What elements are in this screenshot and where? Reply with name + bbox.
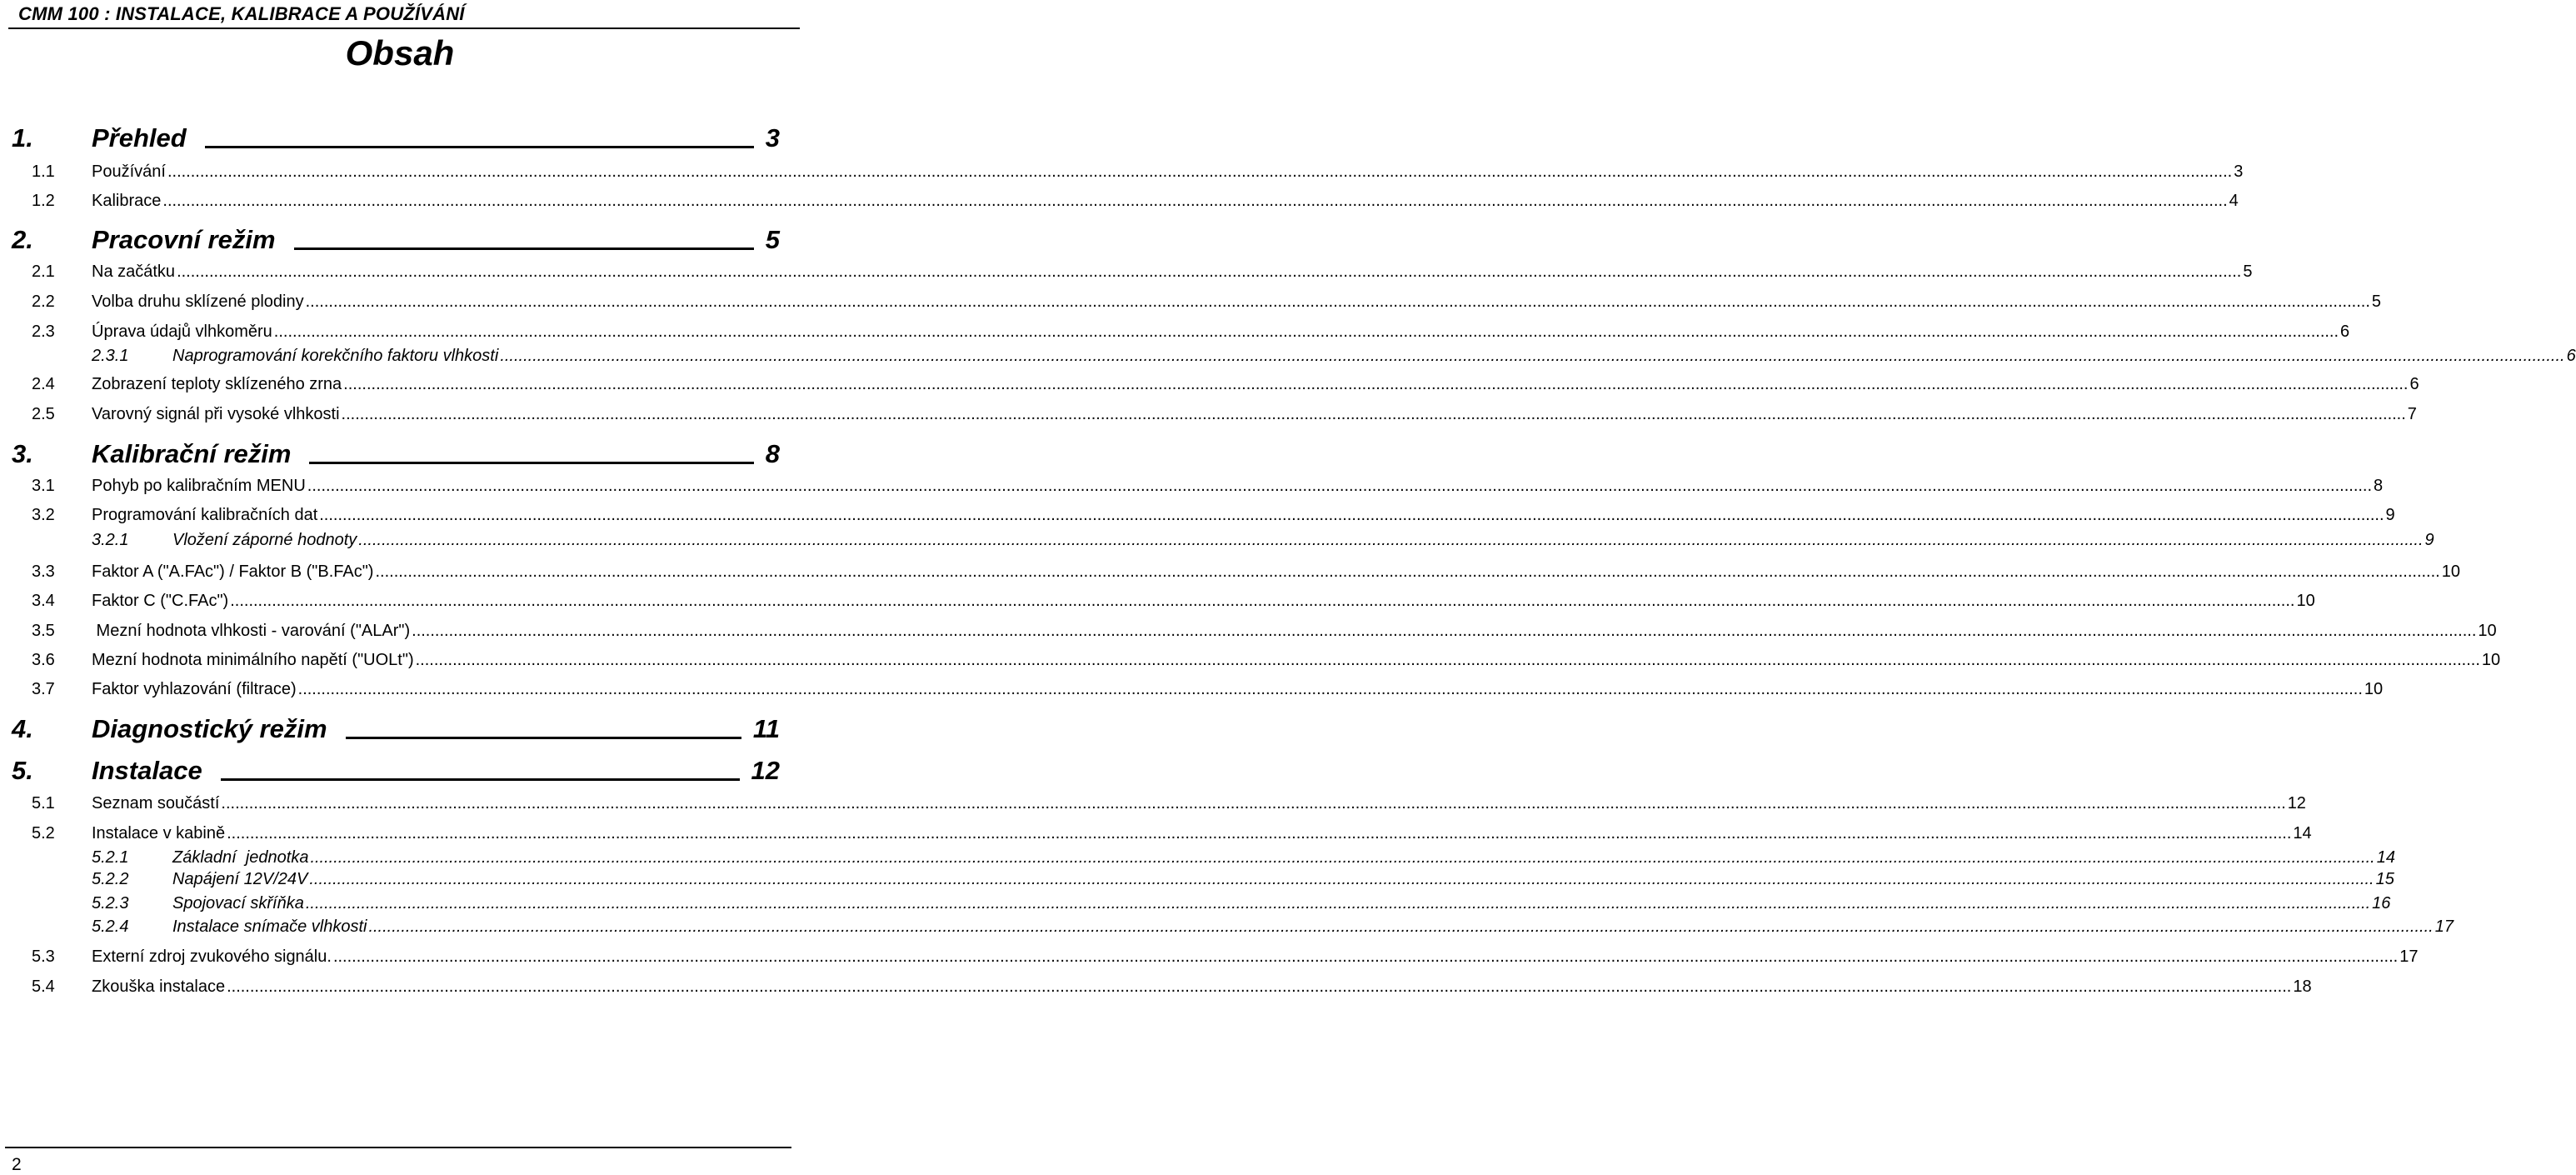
toc-entry-page: 7 <box>2407 405 2417 423</box>
toc-entry-title: Faktor vyhlazování (filtrace) <box>92 680 297 698</box>
toc-entry-title: Instalace <box>92 756 202 785</box>
toc-entry-page: 10 <box>2364 680 2384 698</box>
toc-entry-title: Spojovací skříňka <box>172 894 304 912</box>
toc-entry-number: 3.6 <box>32 651 55 669</box>
toc-entry-title: Kalibrační režim <box>92 439 292 468</box>
dot-leader <box>317 506 2385 525</box>
toc-entry-number: 5.4 <box>32 978 55 996</box>
dot-leader <box>219 794 2287 813</box>
toc-entry-title: Vložení záporné hodnoty <box>172 531 357 549</box>
toc-entry-title: Zkouška instalace <box>92 978 226 996</box>
toc-entry-number: 5. <box>12 756 33 785</box>
toc-entry-title: Pracovní režim <box>92 225 276 254</box>
toc-entry-number: 2.3 <box>32 322 55 341</box>
toc-entry-title: Diagnostický režim <box>92 714 327 743</box>
toc-entry-page: 9 <box>2385 506 2395 524</box>
toc-entry-title: Naprogramování korekčního faktoru vlhkosti <box>172 347 499 365</box>
dot-leader <box>161 192 2229 211</box>
toc-entry-title: Napájení 12V/24V <box>172 870 308 888</box>
toc-entry[interactable] <box>32 162 2244 182</box>
dot-leader <box>410 622 2478 641</box>
toc-entry[interactable] <box>32 978 2312 997</box>
toc-entry-title: Instalace snímače vlhkosti <box>172 918 367 936</box>
dot-leader <box>304 894 2372 913</box>
toc-entry[interactable] <box>32 680 2384 699</box>
toc-chapter-entry[interactable] <box>12 714 780 744</box>
dot-leader <box>342 375 2409 394</box>
dot-leader <box>308 848 2376 868</box>
toc-entry-title: Programování kalibračních dat <box>92 506 318 524</box>
chapter-rule <box>294 248 754 250</box>
footer-rule <box>5 1147 791 1148</box>
dot-leader <box>373 562 2441 582</box>
toc-entry-page: 16 <box>2372 894 2391 912</box>
toc-entry[interactable] <box>92 347 2576 366</box>
dot-leader <box>367 918 2434 937</box>
toc-entry[interactable] <box>32 405 2417 424</box>
toc-entry-title: Pohyb po kalibračním MENU <box>92 477 306 495</box>
toc-entry-page: 3 <box>2234 162 2244 181</box>
toc-entry-title: Mezní hodnota minimálního napětí ("UOLt") <box>92 651 414 669</box>
toc-entry-page: 4 <box>2229 192 2239 210</box>
toc-chapter-entry[interactable] <box>12 123 780 153</box>
toc-entry-title: Na začátku <box>92 262 176 281</box>
toc-entry-title: Přehled <box>92 123 187 152</box>
dot-leader <box>306 477 2374 496</box>
toc-entry[interactable] <box>32 192 2239 211</box>
toc-entry-page: 8 <box>765 439 780 468</box>
toc-entry-number: 2.5 <box>32 405 55 423</box>
toc-chapter-entry[interactable] <box>12 756 780 786</box>
toc-entry-number: 1. <box>12 123 33 152</box>
dot-leader <box>307 870 2375 889</box>
toc-entry[interactable] <box>92 918 2454 937</box>
toc-entry[interactable] <box>32 322 2350 342</box>
toc-entry-number: 5.2.3 <box>92 894 129 912</box>
chapter-rule <box>221 778 740 781</box>
toc-entry-title: Volba druhu sklízené plodiny <box>92 292 304 311</box>
toc-entry-page: 11 <box>752 714 780 743</box>
toc-entry-page: 6 <box>2566 347 2576 365</box>
toc-entry-number: 5.1 <box>32 794 55 812</box>
toc-entry-number: 2.4 <box>32 375 55 393</box>
toc-entry-page: 10 <box>2478 622 2497 640</box>
chapter-rule <box>309 462 753 464</box>
page-title: Obsah <box>345 33 455 72</box>
dot-leader <box>340 405 2408 424</box>
toc-entry[interactable] <box>92 870 2394 889</box>
toc-entry-number: 5.2.4 <box>92 918 129 936</box>
toc-entry-number: 3. <box>12 439 33 468</box>
toc-entry-number: 3.5 <box>32 622 55 640</box>
dot-leader <box>272 322 2340 342</box>
running-header: CMM 100 : INSTALACE, KALIBRACE A POUŽÍVÁNÍ <box>18 3 465 24</box>
dot-leader <box>414 651 2482 670</box>
dot-leader <box>166 162 2234 182</box>
toc-entry-title: Instalace v kabině <box>92 824 226 842</box>
toc-entry-number: 3.2 <box>32 506 55 524</box>
toc-entry-number: 2.1 <box>32 262 55 281</box>
toc-chapter-entry[interactable] <box>12 439 780 469</box>
toc-entry-title: Externí zdroj zvukového signálu. <box>92 948 332 966</box>
toc-entry-title: Úprava údajů vlhkoměru <box>92 322 272 341</box>
toc-entry[interactable] <box>32 794 2306 813</box>
dot-leader <box>332 948 2399 967</box>
dot-leader <box>225 824 2293 843</box>
toc-entry-title: Seznam součástí <box>92 794 220 812</box>
toc-entry-number: 3.3 <box>32 562 55 581</box>
toc-entry-title: Kalibrace <box>92 192 162 210</box>
toc-entry-number: 5.2.2 <box>92 870 129 888</box>
toc-entry-number: 3.7 <box>32 680 55 698</box>
toc-entry-number: 2. <box>12 225 33 254</box>
toc-entry-page: 8 <box>2374 477 2384 495</box>
toc-entry-title: Varovný signál při vysoké vlhkosti <box>92 405 340 423</box>
page-number: 2 <box>12 1155 22 1174</box>
dot-leader <box>228 592 2296 611</box>
dot-leader <box>297 680 2364 699</box>
toc-entry[interactable] <box>92 848 2395 868</box>
dot-leader <box>304 292 2372 312</box>
chapter-rule <box>346 737 741 739</box>
toc-entry-number: 3.1 <box>32 477 55 495</box>
toc-entry-page: 17 <box>2434 918 2454 936</box>
toc-entry-number: 5.2.1 <box>92 848 129 867</box>
toc-entry-page: 5 <box>2371 292 2382 311</box>
toc-entry-page: 10 <box>2441 562 2460 581</box>
toc-entry[interactable] <box>32 651 2501 670</box>
toc-entry[interactable] <box>32 824 2312 843</box>
toc-entry-title: Faktor A ("A.FAc") / Faktor B ("B.FAc") <box>92 562 374 581</box>
toc-entry-number: 4. <box>12 714 33 743</box>
toc-entry-page: 15 <box>2375 870 2394 888</box>
toc-entry-page: 17 <box>2399 948 2419 966</box>
toc-entry-number: 2.3.1 <box>92 347 129 365</box>
toc-entry[interactable] <box>32 592 2315 611</box>
toc-entry-title: Mezní hodnota vlhkosti - varování ("ALAr") <box>92 622 411 640</box>
toc-entry-number: 3.2.1 <box>92 531 129 549</box>
toc-entry[interactable] <box>32 262 2253 282</box>
toc-entry-page: 10 <box>2481 651 2501 669</box>
dot-leader <box>498 347 2566 366</box>
toc-entry[interactable] <box>32 948 2419 967</box>
dot-leader <box>225 978 2293 997</box>
toc-entry-title: Zobrazení teploty sklízeného zrna <box>92 375 342 393</box>
toc-entry-page: 18 <box>2293 978 2312 996</box>
toc-entry[interactable] <box>32 506 2395 525</box>
toc-entry-page: 5 <box>2243 262 2253 281</box>
toc-entry-page: 12 <box>2287 794 2306 812</box>
toc-entry-page: 6 <box>2340 322 2350 341</box>
toc-entry-number: 5.2 <box>32 824 55 842</box>
toc-entry[interactable] <box>92 531 2434 550</box>
dot-leader <box>357 531 2424 550</box>
toc-entry-title: Základní jednotka <box>172 848 309 867</box>
toc-chapter-entry[interactable] <box>12 225 780 255</box>
chapter-rule <box>205 146 754 148</box>
toc-entry[interactable] <box>32 375 2419 394</box>
dot-leader <box>175 262 2243 282</box>
toc-entry-page: 5 <box>765 225 780 254</box>
toc-entry[interactable] <box>92 894 2391 913</box>
toc-entry-title: Používání <box>92 162 166 181</box>
toc-entry[interactable] <box>32 622 2497 641</box>
toc-entry[interactable] <box>32 562 2460 582</box>
toc-entry[interactable] <box>32 477 2384 496</box>
toc-entry-page: 3 <box>765 123 780 152</box>
toc-entry-page: 9 <box>2424 531 2434 549</box>
toc-entry-number: 3.4 <box>32 592 55 610</box>
toc-entry-number: 2.2 <box>32 292 55 311</box>
toc-entry-page: 12 <box>751 756 780 785</box>
toc-entry-page: 10 <box>2296 592 2315 610</box>
toc-entry-page: 14 <box>2376 848 2395 867</box>
toc-entry-number: 5.3 <box>32 948 55 966</box>
toc-entry-title: Faktor C ("C.FAc") <box>92 592 229 610</box>
toc-entry-number: 1.2 <box>32 192 55 210</box>
toc-entry-page: 6 <box>2409 375 2419 393</box>
toc-entry-page: 14 <box>2293 824 2312 842</box>
toc-entry[interactable] <box>32 292 2382 312</box>
toc-entry-number: 1.1 <box>32 162 55 181</box>
